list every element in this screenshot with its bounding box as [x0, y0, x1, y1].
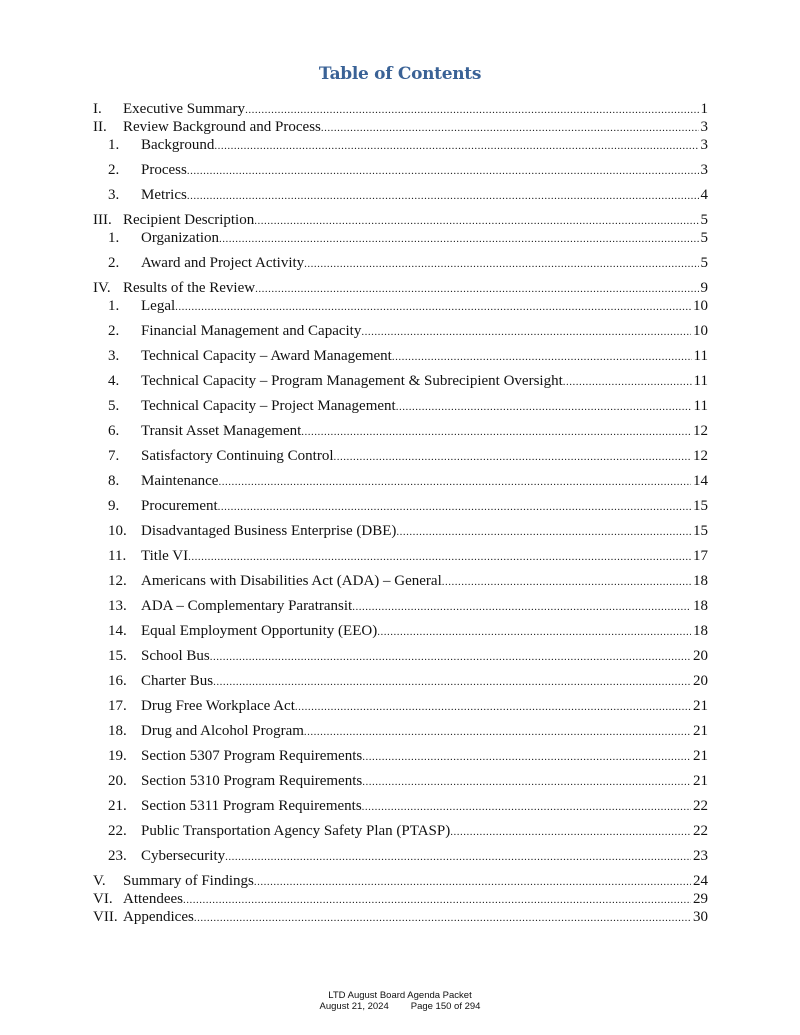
toc-entry-number: 14. [108, 623, 127, 639]
toc-entry-title: Drug Free Workplace Act [141, 698, 295, 714]
toc-entry[interactable] [93, 254, 708, 272]
dot-leader [361, 323, 691, 341]
toc-entry[interactable] [93, 100, 708, 118]
toc-entry-title: Charter Bus [141, 673, 214, 689]
toc-entry[interactable] [93, 472, 708, 490]
toc-entry-page: 15 [693, 523, 708, 539]
toc-entry-title: Legal [141, 298, 176, 314]
toc-entry-page: 14 [693, 473, 708, 489]
toc-entry[interactable] [93, 161, 708, 179]
toc-entry[interactable] [93, 908, 708, 926]
dot-leader [214, 137, 698, 155]
toc-entry-title: Organization [141, 230, 220, 246]
toc-entry-number: 1. [108, 137, 120, 153]
toc-entry-page: 3 [700, 119, 708, 135]
toc-entry-number: 1. [108, 230, 120, 246]
toc-entry-title: Section 5311 Program Requirements [141, 798, 362, 814]
toc-entry-title: Title VI [141, 548, 189, 564]
toc-entry-number: 3. [108, 187, 120, 203]
toc-entry-page: 24 [693, 873, 708, 889]
toc-entry[interactable] [93, 136, 708, 154]
dot-leader [255, 280, 698, 298]
toc-entry-number: 4. [108, 373, 120, 389]
toc-entry-page: 3 [700, 162, 708, 178]
toc-entry-number: V. [93, 873, 106, 889]
toc-entry-title: Technical Capacity – Award Management [141, 348, 392, 364]
toc-entry-number: I. [93, 101, 102, 117]
toc-entry-page: 12 [693, 448, 708, 464]
toc-entry[interactable] [93, 597, 708, 615]
page-title: Table of Contents [318, 64, 482, 84]
toc-entry-page: 12 [693, 423, 708, 439]
dot-leader [377, 623, 691, 641]
toc-entry-page: 21 [693, 698, 708, 714]
toc-entry-page: 22 [693, 798, 708, 814]
page-footer [0, 990, 800, 1012]
toc-entry-number: 2. [108, 255, 120, 271]
toc-entry-page: 21 [693, 748, 708, 764]
toc-entry-title: Award and Project Activity [141, 255, 305, 271]
toc-entry-page: 20 [693, 673, 708, 689]
toc-entry[interactable] [93, 722, 708, 740]
toc-entry-title: Transit Asset Management [141, 423, 302, 439]
dot-leader [396, 523, 691, 541]
toc-entry-title: Satisfactory Continuing Control [141, 448, 334, 464]
toc-entry-page: 5 [700, 212, 708, 228]
toc-entry-number: 7. [108, 448, 120, 464]
toc-entry[interactable] [93, 447, 708, 465]
toc-entry-number: VI. [93, 891, 113, 907]
dot-leader [187, 162, 699, 180]
dot-leader [396, 398, 692, 416]
toc-entry-page: 1 [700, 101, 708, 117]
toc-entry-title: Disadvantaged Business Enterprise (DBE) [141, 523, 397, 539]
toc-entry[interactable] [93, 211, 708, 229]
toc-entry[interactable] [93, 118, 708, 136]
toc-entry-number: 16. [108, 673, 127, 689]
toc-entry-page: 5 [700, 255, 708, 271]
dot-leader [218, 473, 691, 491]
dot-leader [254, 873, 691, 891]
dot-leader [210, 648, 691, 666]
dot-leader [304, 723, 691, 741]
dot-leader [213, 673, 691, 691]
dot-leader [392, 348, 692, 366]
toc-entry-page: 23 [693, 848, 708, 864]
toc-entry-number: 21. [108, 798, 127, 814]
footer-date: August 21, 2024 [319, 1001, 389, 1012]
dot-leader [362, 773, 691, 791]
toc-entry-title: Equal Employment Opportunity (EEO) [141, 623, 378, 639]
toc-entry-page: 22 [693, 823, 708, 839]
toc-entry-title: Executive Summary [123, 101, 246, 117]
toc-entry-title: Maintenance [141, 473, 219, 489]
toc-entry-number: 10. [108, 523, 127, 539]
toc-entry[interactable] [93, 186, 708, 204]
toc-entry[interactable] [93, 822, 708, 840]
toc-entry-title: Metrics [141, 187, 187, 203]
dot-leader [334, 448, 692, 466]
toc-entry-page: 17 [693, 548, 708, 564]
toc-entry-title: Cybersecurity [141, 848, 226, 864]
toc-entry-title: Results of the Review [123, 280, 256, 296]
toc-entry-page: 11 [693, 348, 708, 364]
toc-entry-title: Recipient Description [123, 212, 255, 228]
toc-entry[interactable] [93, 672, 708, 690]
toc-entry[interactable] [93, 347, 708, 365]
toc-entry-number: 18. [108, 723, 127, 739]
toc-entry-number: 15. [108, 648, 127, 664]
toc-entry-page: 3 [700, 137, 708, 153]
toc-entry-page: 21 [693, 773, 708, 789]
dot-leader [245, 101, 698, 119]
dot-leader [295, 698, 691, 716]
toc-entry-title: Process [141, 162, 187, 178]
toc-entry-title: Appendices [123, 909, 194, 925]
dot-leader [442, 573, 691, 591]
dot-leader [194, 909, 691, 927]
table-of-contents [93, 100, 708, 926]
toc-entry[interactable] [93, 772, 708, 790]
toc-entry-title: Americans with Disabilities Act (ADA) – General [141, 573, 442, 589]
toc-entry-title: Section 5310 Program Requirements [141, 773, 363, 789]
toc-entry-number: 12. [108, 573, 127, 589]
toc-entry[interactable] [93, 372, 708, 390]
dot-leader [183, 891, 691, 909]
toc-entry[interactable] [93, 422, 708, 440]
dot-leader [362, 748, 691, 766]
toc-entry-title: Background [141, 137, 215, 153]
toc-entry-number: 8. [108, 473, 120, 489]
toc-entry-number: 19. [108, 748, 127, 764]
toc-entry[interactable] [93, 297, 708, 315]
toc-entry-number: 5. [108, 398, 120, 414]
toc-entry[interactable] [93, 847, 708, 865]
dot-leader [175, 298, 691, 316]
dot-leader [218, 498, 691, 516]
toc-entry-page: 30 [693, 909, 708, 925]
toc-entry-title: Attendees [123, 891, 183, 907]
toc-entry[interactable] [93, 747, 708, 765]
toc-entry-page: 20 [693, 648, 708, 664]
toc-entry-number: 1. [108, 298, 120, 314]
toc-entry[interactable] [93, 572, 708, 590]
toc-entry-number: II. [93, 119, 107, 135]
toc-entry-page: 5 [700, 230, 708, 246]
toc-entry-page: 21 [693, 723, 708, 739]
dot-leader [450, 823, 691, 841]
toc-entry[interactable] [93, 497, 708, 515]
dot-leader [225, 848, 691, 866]
dot-leader [254, 212, 698, 230]
toc-entry-number: 11. [108, 548, 127, 564]
toc-entry-title: Summary of Findings [123, 873, 254, 889]
toc-entry-page: 11 [693, 373, 708, 389]
toc-entry-number: 9. [108, 498, 120, 514]
toc-entry-number: 6. [108, 423, 120, 439]
toc-entry-number: IV. [93, 280, 111, 296]
toc-entry-title: School Bus [141, 648, 210, 664]
toc-entry[interactable] [93, 697, 708, 715]
toc-entry-number: 23. [108, 848, 127, 864]
toc-entry-number: 13. [108, 598, 127, 614]
dot-leader [188, 548, 691, 566]
footer-packet-title: LTD August Board Agenda Packet [328, 990, 472, 1001]
toc-entry-title: Review Background and Process [123, 119, 321, 135]
dot-leader [563, 373, 692, 391]
toc-entry-number: 17. [108, 698, 127, 714]
dot-leader [321, 119, 699, 137]
toc-entry[interactable] [93, 890, 708, 908]
toc-entry[interactable] [93, 322, 708, 340]
toc-entry-number: 2. [108, 162, 120, 178]
toc-entry-number: 20. [108, 773, 127, 789]
dot-leader [362, 798, 691, 816]
toc-entry-title: Procurement [141, 498, 218, 514]
toc-entry-page: 10 [693, 323, 708, 339]
toc-entry[interactable] [93, 622, 708, 640]
toc-entry-number: III. [93, 212, 112, 228]
toc-entry-page: 29 [693, 891, 708, 907]
toc-entry-title: Financial Management and Capacity [141, 323, 362, 339]
toc-entry-page: 11 [693, 398, 708, 414]
toc-entry-page: 15 [693, 498, 708, 514]
toc-entry-page: 18 [693, 598, 708, 614]
toc-entry-number: 3. [108, 348, 120, 364]
toc-entry-title: Public Transportation Agency Safety Plan (PTASP) [141, 823, 451, 839]
toc-entry[interactable] [93, 397, 708, 415]
toc-entry[interactable] [93, 872, 708, 890]
toc-entry[interactable] [93, 279, 708, 297]
toc-entry[interactable] [93, 547, 708, 565]
toc-entry[interactable] [93, 647, 708, 665]
toc-entry-title: Technical Capacity – Project Management [141, 398, 396, 414]
toc-entry-number: 2. [108, 323, 120, 339]
toc-entry-title: ADA – Complementary Paratransit [141, 598, 353, 614]
dot-leader [301, 423, 691, 441]
toc-entry-number: 22. [108, 823, 127, 839]
footer-page-number: Page 150 of 294 [410, 1001, 481, 1012]
toc-entry-page: 18 [693, 623, 708, 639]
toc-entry-page: 9 [700, 280, 708, 296]
dot-leader [304, 255, 698, 273]
toc-entry[interactable] [93, 522, 708, 540]
toc-entry-page: 4 [700, 187, 708, 203]
toc-entry-title: Section 5307 Program Requirements [141, 748, 363, 764]
toc-entry[interactable] [93, 797, 708, 815]
toc-entry-title: Technical Capacity – Program Management & Subrecipient Oversight [141, 373, 563, 389]
toc-entry-page: 18 [693, 573, 708, 589]
dot-leader [187, 187, 699, 205]
dot-leader [219, 230, 698, 248]
dot-leader [352, 598, 691, 616]
toc-entry[interactable] [93, 229, 708, 247]
toc-entry-page: 10 [693, 298, 708, 314]
toc-entry-title: Drug and Alcohol Program [141, 723, 304, 739]
toc-entry-number: VII. [93, 909, 118, 925]
